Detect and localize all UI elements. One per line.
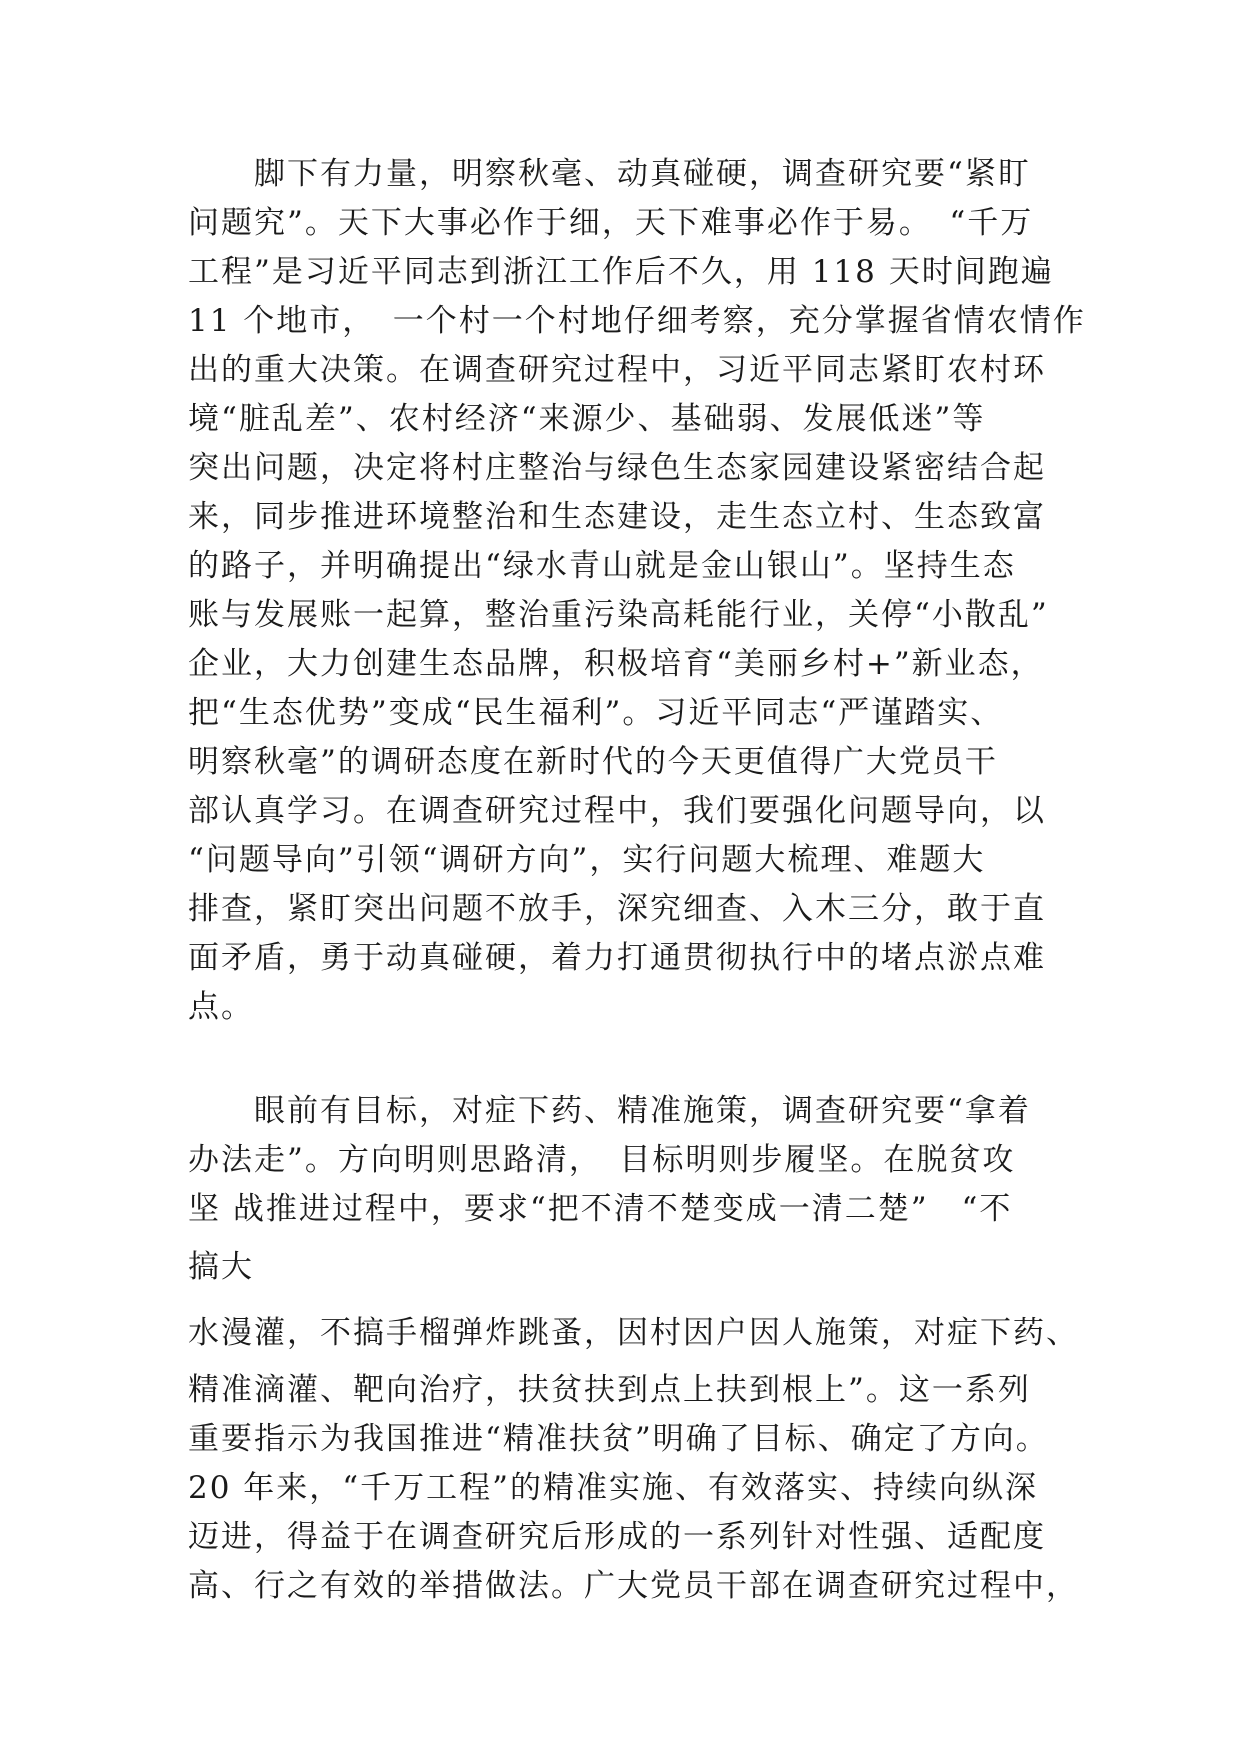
text-line: 出的重大决策。在调查研究过程中，习近平同志紧盯农村环 [188,352,1046,388]
text-line: 问题究”。天下大事必作于细，天下难事必作于易。 “千万 [188,205,1034,241]
text-line: 坚 战推进过程中，要求“把不清不楚变成一清二楚” “不 [188,1191,1013,1227]
paragraph-spacer [188,1032,1088,1087]
text-line: 账与发展账一起算，整治重污染高耗能行业，关停“小散乱” [188,597,1049,633]
text-line: 点。 [188,989,254,1025]
text-line: 眼前有目标，对症下药、精准施策，调查研究要“拿着 [188,1093,1031,1129]
document-body [188,150,1088,1611]
text-line: 明察秋毫”的调研态度在新时代的今天更值得广大党员干 [188,744,998,780]
text-line: 来，同步推进环境整治和生态建设，走生态立村、生态致富 [188,499,1046,535]
text-line: 脚下有力量，明察秋毫、动真碰硬，调查研究要“紧盯 [188,156,1031,192]
text-line: 搞大 [188,1249,254,1285]
text-line: 工程”是习近平同志到浙江工作后不久，用 118 天时间跑遍 [188,254,1054,290]
text-line: “问题导向”引领“调研方向”，实行问题大梳理、难题大 [188,842,986,878]
text-line: 重要指示为我国推进“精准扶贫”明确了目标、确定了方向。 [188,1421,1049,1457]
text-line: 面矛盾，勇于动真碰硬，着力打通贯彻执行中的堵点淤点难 [188,940,1046,976]
text-line: 把“生态优势”变成“民生福利”。习近平同志“严谨踏实、 [188,695,1004,731]
text-line: 企业，大力创建生态品牌，积极培育“美丽乡村+”新业态， [188,646,1044,682]
text-line: 境“脏乱差”、农村经济“来源少、基础弱、发展低迷”等 [188,401,986,437]
text-line: 突出问题，决定将村庄整治与绿色生态家园建设紧密结合起 [188,450,1046,486]
text-line: 20 年来，“千万工程”的精准实施、有效落实、持续向纵深 [188,1470,1038,1506]
text-line: 迈进，得益于在调查研究后形成的一系列针对性强、适配度 [188,1519,1046,1555]
paragraph-1 [188,150,1088,1032]
text-line: 排查，紧盯突出问题不放手，深究细查、入木三分，敢于直 [188,891,1046,927]
text-line: 精准滴灌、靶向治疗，扶贫扶到点上扶到根上”。这一系列 [188,1372,1031,1408]
text-line: 部认真学习。在调查研究过程中，我们要强化问题导向，以 [188,793,1046,829]
text-line: 办法走”。方向明则思路清， 目标明则步履坚。在脱贫攻 [188,1142,1016,1178]
text-line: 高、行之有效的举措做法。广大党员干部在调查研究过程中， [188,1568,1079,1604]
text-line: 的路子，并明确提出“绿水青山就是金山银山”。坚持生态 [188,548,1016,584]
text-line: 11 个地市， 一个村一个村地仔细考察，充分掌握省情农情作 [188,303,1086,339]
text-line: 水漫灌，不搞手榴弹炸跳蚤，因村因户因人施策，对症下药、 [188,1315,1079,1351]
paragraph-2 [188,1087,1088,1611]
